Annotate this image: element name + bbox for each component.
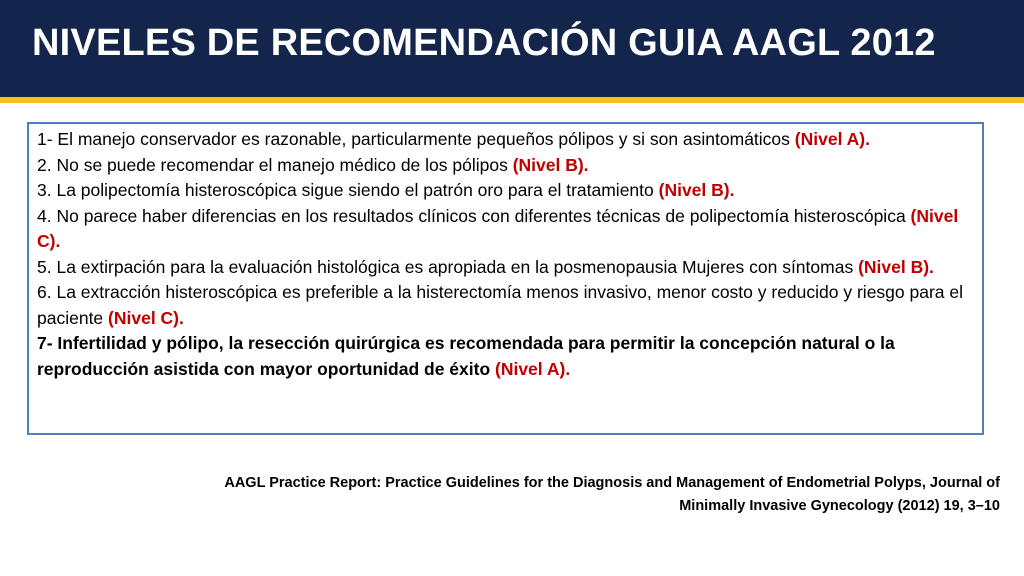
recommendation-level: (Nivel A). [495, 358, 571, 379]
recommendations-list [37, 127, 974, 382]
citation-line-2: Minimally Invasive Gynecology (2012) 19, 3–10 [679, 498, 1000, 514]
recommendations-box [27, 122, 984, 435]
recommendation-level: (Nivel B). [512, 154, 589, 175]
recommendation-item-4 [37, 204, 974, 255]
recommendation-text: 2. No se puede recomendar el manejo médico de los pólipos [37, 154, 513, 175]
recommendation-level: (Nivel B). [858, 256, 934, 277]
slide-title: NIVELES DE RECOMENDACIÓN GUIA AAGL 2012 [32, 22, 936, 64]
recommendation-text: 6. La extracción histeroscópica es preferible a la histerectomía menos invasivo, menor costo y reducido y riesgo para el paciente [37, 282, 964, 328]
recommendation-text: 1- El manejo conservador es razonable, particularmente pequeños pólipos y si son asintomáticos [37, 129, 795, 149]
recommendation-text: 7- Infertilidad y pólipo, la resección quirúrgica es recomendada para permitir la concepción natural o la reproducción asistida con mayor oportunidad de éxito [37, 333, 895, 379]
recommendation-item-2 [37, 153, 974, 179]
recommendation-item-5 [37, 255, 974, 281]
title-bar [0, 0, 1024, 97]
recommendation-item-7 [37, 331, 974, 382]
recommendation-text: 5. La extirpación para la evaluación histológica es apropiada en la posmenopausia Mujeres con síntomas [37, 256, 859, 277]
recommendation-level: (Nivel C). [108, 307, 184, 328]
citation [60, 472, 1000, 518]
recommendation-item-6 [37, 280, 974, 331]
recommendation-item-3 [37, 178, 974, 204]
title-divider-stripe [0, 97, 1024, 103]
recommendation-level: (Nivel C). [37, 205, 959, 251]
citation-line-1: AAGL Practice Report: Practice Guidelines for the Diagnosis and Management of Endometrial Polyps, Journal of [224, 475, 1000, 491]
recommendation-item-1 [37, 127, 974, 153]
recommendation-text: 3. La polipectomía histeroscópica sigue siendo el patrón oro para el tratamiento [37, 180, 659, 200]
recommendation-text: 4. No parece haber diferencias en los resultados clínicos con diferentes técnicas de polipectomía histeroscópica [37, 205, 911, 226]
recommendation-level: (Nivel A). [794, 129, 870, 149]
recommendation-level: (Nivel B). [658, 180, 735, 200]
